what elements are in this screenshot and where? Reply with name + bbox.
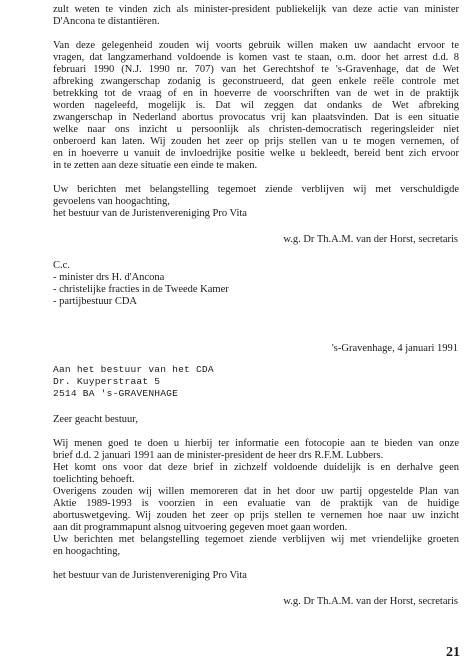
letter-body-line: toelichting behoeft. xyxy=(53,474,135,485)
body-line: en in hoeverre u vanuit de invloedrijke positie welke u bekleedt, bereid bent zich ervoor xyxy=(53,148,459,159)
cc-item: - partijbestuur CDA xyxy=(53,296,137,307)
body-line: in te zetten aan deze situatie een einde te maken. xyxy=(53,160,258,171)
letter-body-line: Overigens zouden wij willen memoreren dat in het door uw partij opgestelde Plan van xyxy=(53,486,459,497)
letter-body-line: Het komt ons voor dat deze brief in zichzelf voldoende duidelijk is en derhalve geen xyxy=(53,462,459,473)
cc-label: C.c. xyxy=(53,260,70,271)
address-line: Dr. Kuyperstraat 5 xyxy=(53,376,161,387)
closing-line: gevoelens van hoogachting, xyxy=(53,196,170,207)
body-line: Van deze gelegenheid zouden wij voorts gebruik willen maken uw aandacht ervoor te xyxy=(53,40,459,51)
body-line: onberoerd kan laten. Wij zouden het zeer op prijs stellen van u te mogen vernemen, of xyxy=(53,136,459,147)
secretary-signature: w.g. Dr Th.A.M. van der Horst, secretaris xyxy=(283,234,458,245)
body-line: vragen, dat langzamerhand voldoende is komen vast te staan, o.m. door het arrest d.d. 8 xyxy=(53,52,459,63)
page-number: 21 xyxy=(446,645,460,660)
secretary-signature: w.g. Dr Th.A.M. van der Horst, secretaris xyxy=(283,596,458,607)
letter-body-line: Uw berichten met belangstelling tegemoet ziende verblijven wij met vriendelijke groeten xyxy=(53,534,459,545)
letter-body-line: abortuswetgeving. Wij zouden het zeer op prijs stellen te vernemen hoe naar uw inzicht xyxy=(53,510,459,521)
date-line: 's-Gravenhage, 4 januari 1991 xyxy=(331,343,458,354)
body-line: welke naar ons inzicht u persoonlijk als christen-democratisch regeringsleider niet xyxy=(53,124,459,135)
letter-body-line: aan dit programmapunt alsnog uitvoering gegeven moet gaan worden. xyxy=(53,522,348,533)
letter-body-line: Aktie 1989-1993 is voorzien in een evaluatie van de praktijk van de huidige xyxy=(53,498,459,509)
board-signature: het bestuur van de Juristenvereniging Pro Vita xyxy=(53,208,247,219)
intro-line-1: zult weten te vinden zich als minister-president publiekelijk van deze actie van minister xyxy=(53,4,459,15)
board-signature: het bestuur van de Juristenvereniging Pro Vita xyxy=(53,570,247,581)
cc-item: - minister drs H. d'Ancona xyxy=(53,272,165,283)
body-line: afbreking zwangerschap zodanig is geconstrueerd, dat geen enkele reële controle met xyxy=(53,76,459,87)
cc-item: - christelijke fracties in de Tweede Kamer xyxy=(53,284,229,295)
address-line: Aan het bestuur van het CDA xyxy=(53,364,214,375)
intro-line-2: D'Ancona te distantiëren. xyxy=(53,16,160,27)
letter-body-line: en hoogachting, xyxy=(53,546,121,557)
salutation: Zeer geacht bestuur, xyxy=(53,414,138,425)
body-line: februari 1990 (N.J. 1990 nr. 707) van het Gerechtshof te 's-Gravenhage, dat de Wet xyxy=(53,64,459,75)
body-line: zwangerschap in Nederland abortus provocatus vrij kan plaatsvinden. Dat is een situatie xyxy=(53,112,459,123)
body-line: worden nageleefd, mogelijk is. Dat wil zeggen dat ondanks de Wet afbreking xyxy=(53,100,459,111)
letter-body-line: Wij menen goed te doen u hierbij ter informatie een fotocopie aan te bieden van onze xyxy=(53,438,459,449)
letter-body-line: brief d.d. 2 januari 1991 aan de minister-president de heer drs R.F.M. Lubbers. xyxy=(53,450,384,461)
body-line: betrekking tot de vraag of en in hoeverre de voorschriften van de wet in de praktijk xyxy=(53,88,459,99)
closing-line: Uw berichten met belangstelling tegemoet ziende verblijven wij met verschuldigde xyxy=(53,184,459,195)
address-line: 2514 BA 's-GRAVENHAGE xyxy=(53,388,179,399)
